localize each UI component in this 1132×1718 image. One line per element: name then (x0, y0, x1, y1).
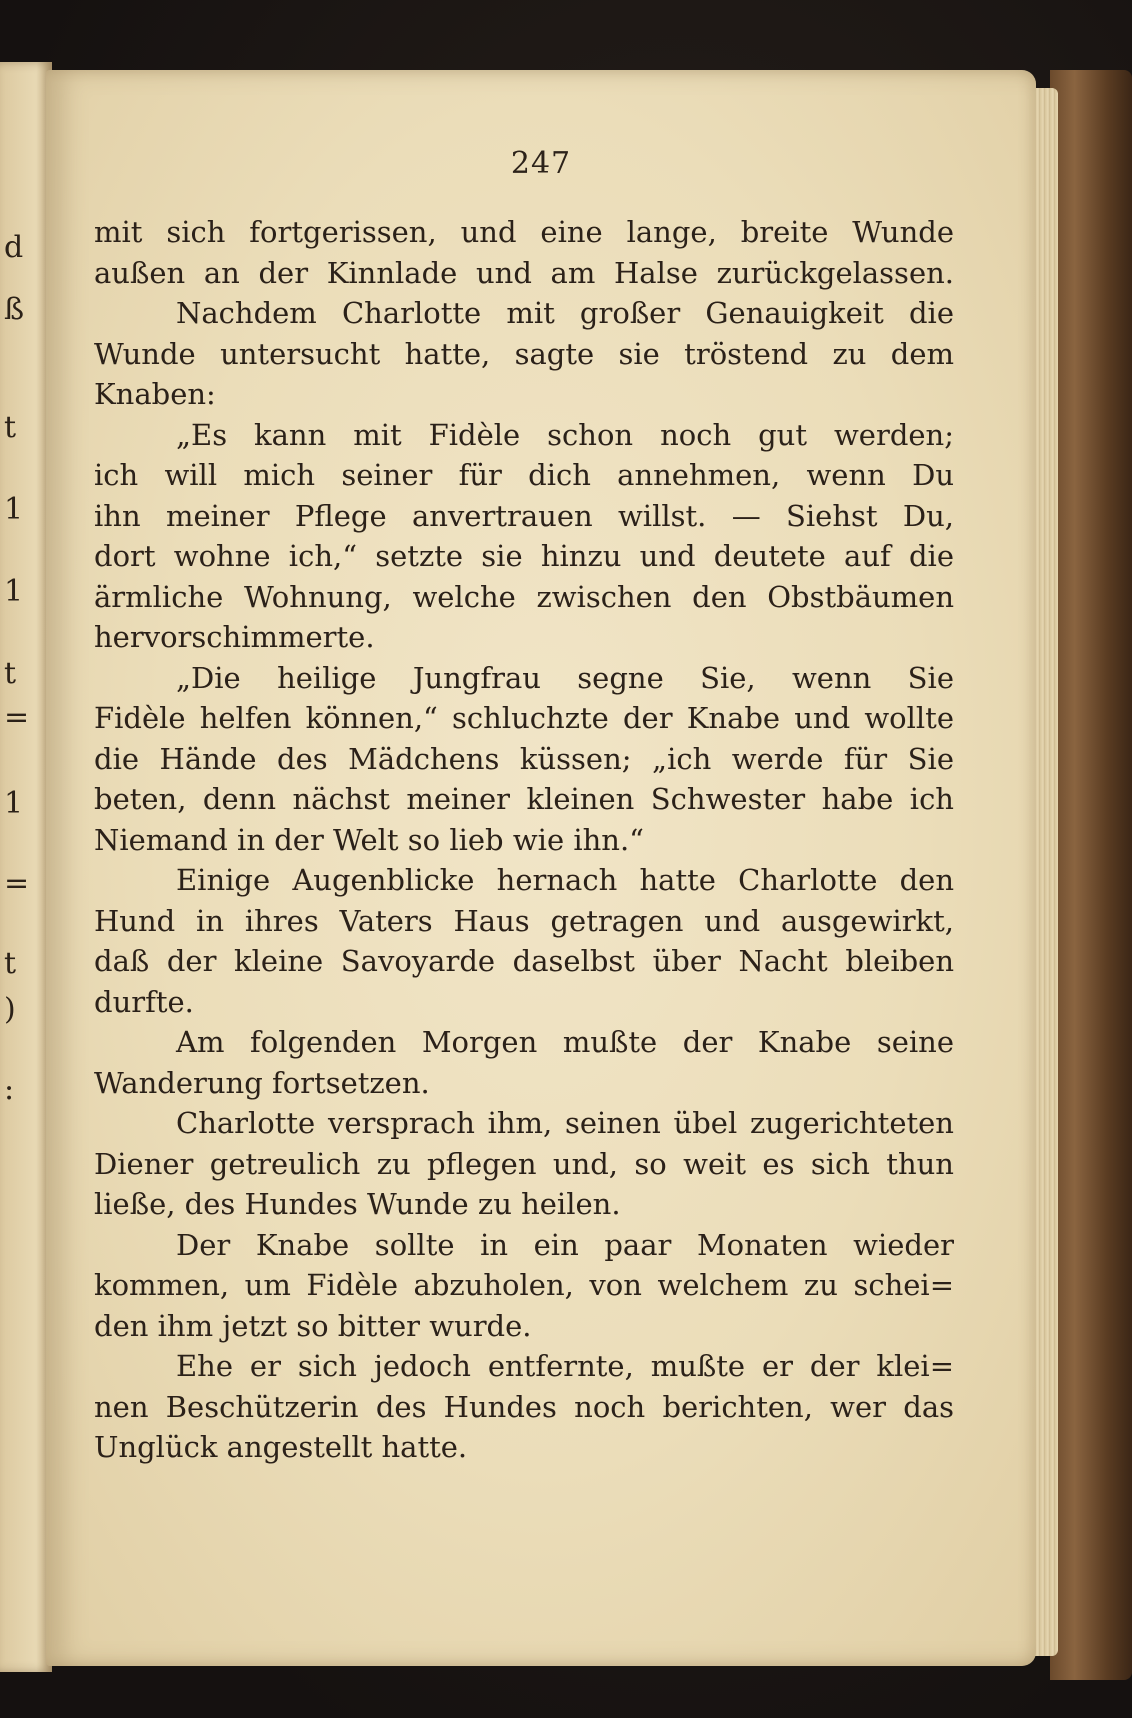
text-line: Unglück angestellt hatte. (94, 1430, 468, 1464)
text-line: Wanderung fortsetzen. (94, 1065, 430, 1100)
left-page-fragment: 1 (4, 574, 24, 609)
left-facing-page (0, 62, 52, 1672)
text-line: ließe, des Hundes Wunde zu heilen. (94, 1187, 621, 1221)
text-line: hervorschimmerte. (94, 620, 375, 654)
text-line: nen Beschützerin des Hundes noch berichten, wer das (94, 1389, 954, 1424)
left-page-fragment: 1 (4, 492, 24, 527)
left-page-fragment: t (4, 410, 17, 445)
left-page-fragment: ) (4, 992, 16, 1027)
text-line: Nachdem Charlotte mit großer Genauigkeit die (176, 296, 954, 330)
text-line: kommen, um Fidèle abzuholen, von welchem zu schei= (94, 1268, 954, 1302)
left-page-fragment: ß (4, 292, 25, 327)
page-number: 247 (510, 146, 572, 181)
text-line: durfte. (94, 984, 194, 1019)
text-line: daß der kleine Savoyarde daselbst über Nacht bleiben (94, 944, 954, 978)
text-line: außen an der Kinnlade und am Halse zurückgelassen. (94, 255, 954, 290)
left-page-fragment: t (4, 656, 17, 691)
text-line: beten, denn nächst meiner kleinen Schwester habe ich (94, 782, 954, 816)
text-line: Niemand in der Welt so lieb wie ihn.“ (94, 822, 644, 857)
text-line: mit sich fortgerissen, und eine lange, breite Wunde (94, 215, 954, 249)
text-line: Einige Augenblicke hernach hatte Charlotte den (176, 863, 954, 897)
text-line: ich will mich seiner für dich annehmen, wenn Du (94, 458, 954, 492)
left-page-fragment: t (4, 946, 17, 981)
left-page-fragment: d (4, 230, 24, 265)
text-line: Wunde untersucht hatte, sagte sie tröstend zu dem (94, 336, 954, 371)
book-page (46, 70, 1036, 1666)
left-page-fragment: = (4, 866, 30, 901)
left-page-fragment: 1 (4, 786, 24, 821)
text-line: den ihm jetzt so bitter wurde. (94, 1308, 532, 1343)
text-line: ärmliche Wohnung, welche zwischen den Obstbäumen (94, 579, 954, 614)
text-line: dort wohne ich,“ setzte sie hinzu und deutete auf die (94, 539, 954, 573)
page-text (94, 212, 954, 1468)
text-line: ihn meiner Pflege anvertrauen willst. — Siehst Du, (94, 498, 954, 533)
text-line: Der Knabe sollte in ein paar Monaten wieder (176, 1227, 954, 1262)
text-line: die Hände des Mädchens küssen; „ich werde für Sie (94, 741, 954, 776)
text-line: „Es kann mit Fidèle schon noch gut werden; (176, 417, 954, 452)
text-line: Diener getreulich zu pflegen und, so weit es sich thun (94, 1146, 954, 1181)
left-page-fragment: = (4, 700, 30, 735)
text-line: „Die heilige Jungfrau segne Sie, wenn Sie (176, 660, 954, 695)
text-line: Charlotte versprach ihm, seinen übel zugerichteten (176, 1106, 954, 1140)
text-line: Knaben: (94, 377, 216, 411)
text-line: Hund in ihres Vaters Haus getragen und ausgewirkt, (94, 903, 954, 938)
left-page-fragment: : (4, 1072, 15, 1107)
text-line: Ehe er sich jedoch entfernte, mußte er der klei= (176, 1349, 954, 1383)
book-cover-edge (1050, 70, 1132, 1680)
text-line: Fidèle helfen können,“ schluchzte der Knabe und wollte (94, 701, 954, 735)
text-line: Am folgenden Morgen mußte der Knabe seine (176, 1025, 954, 1059)
